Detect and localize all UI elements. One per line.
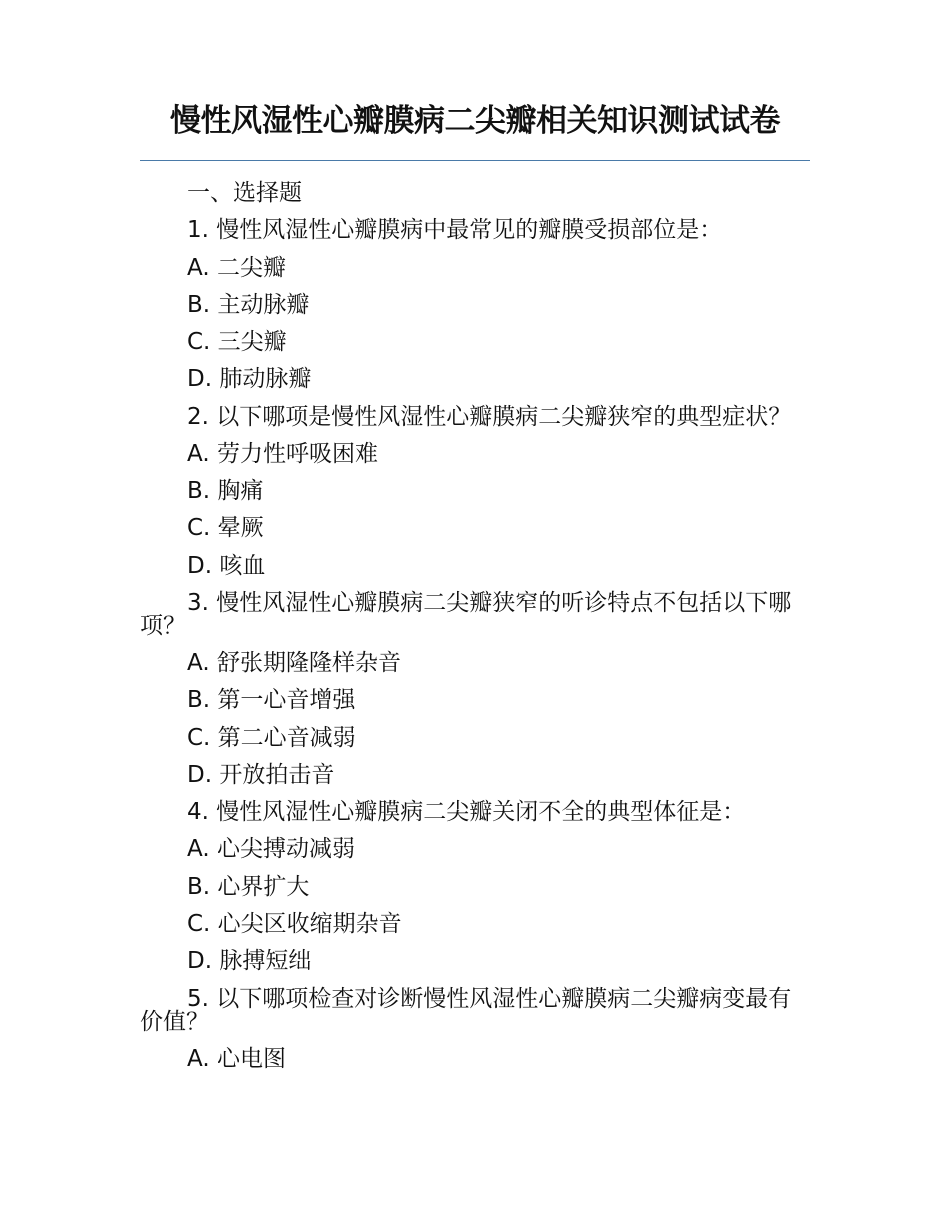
answer-option: A. 二尖瓣	[187, 254, 286, 281]
answer-option: A. 劳力性呼吸困难	[187, 440, 378, 467]
answer-option: D. 脉搏短绌	[187, 948, 312, 975]
exam-content	[140, 175, 812, 1078]
answer-option: C. 心尖区收缩期杂音	[187, 911, 402, 938]
question-stem: 4. 慢性风湿性心瓣膜病二尖瓣关闭不全的典型体征是：	[187, 799, 746, 826]
answer-option: C. 第二心音减弱	[187, 724, 356, 751]
answer-option: B. 胸痛	[187, 478, 264, 505]
question-3	[140, 585, 812, 794]
question-1	[140, 212, 812, 398]
answer-option: A. 心尖搏动减弱	[187, 836, 355, 863]
answer-option: B. 第一心音增强	[187, 687, 356, 714]
answer-option: B. 主动脉瓣	[187, 291, 310, 318]
title-divider	[140, 160, 810, 161]
question-stem: 5. 以下哪项检查对诊断慢性风湿性心瓣膜病二尖瓣病变最有价值？	[140, 985, 792, 1035]
question-stem: 1. 慢性风湿性心瓣膜病中最常见的瓣膜受损部位是：	[187, 217, 723, 244]
question-stem: 3. 慢性风湿性心瓣膜病二尖瓣狭窄的听诊特点不包括以下哪项？	[140, 589, 792, 639]
question-2	[140, 399, 812, 585]
question-stem: 2. 以下哪项是慢性风湿性心瓣膜病二尖瓣狭窄的典型症状？	[187, 403, 792, 430]
answer-option: C. 三尖瓣	[187, 329, 287, 356]
answer-option: C. 晕厥	[187, 515, 264, 542]
answer-option: D. 咳血	[187, 552, 266, 579]
question-4	[140, 794, 812, 980]
section-heading: 一、选择题	[187, 180, 302, 206]
answer-option: D. 肺动脉瓣	[187, 366, 312, 393]
answer-option: D. 开放拍击音	[187, 761, 335, 788]
answer-option: A. 舒张期隆隆样杂音	[187, 649, 401, 676]
answer-option: B. 心界扩大	[187, 873, 310, 900]
page-title: 慢性风湿性心瓣膜病二尖瓣相关知识测试试卷	[170, 103, 780, 139]
question-5	[140, 981, 812, 1078]
answer-option: A. 心电图	[187, 1045, 286, 1072]
